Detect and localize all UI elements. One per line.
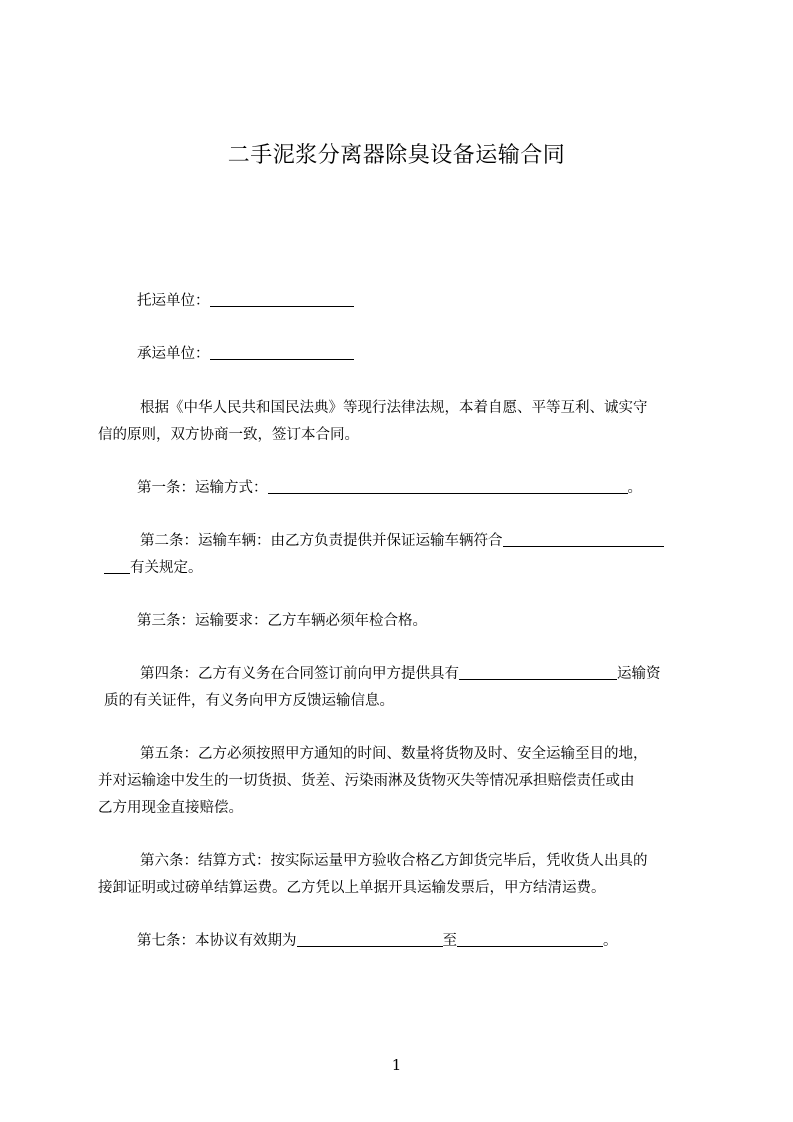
article-5-line-3: 乙方用现金直接赔偿。 [98,800,243,816]
article-7-line [137,931,618,951]
article-4-line-1 [140,664,661,684]
article-4-text-a: 第四条：乙方有义务在合同签订前向甲方提供具有 [140,666,459,682]
article-7-text: 第七条：本协议有效期为 [137,933,297,949]
article-7-blank-start [297,932,443,947]
article-1-end: 。 [627,480,642,496]
article-4-line-2: 质的有关证件，有义务向甲方反馈运输信息。 [104,693,394,709]
document-title: 二手泥浆分离器除臭设备运输合同 [227,143,566,168]
carrier-line [137,344,354,364]
article-7-end: 。 [603,933,618,949]
article-2-blank-2 [104,559,130,574]
article-1-text: 第一条：运输方式： [137,480,268,496]
article-1-line [137,478,642,498]
article-2-text: 第二条：运输车辆：由乙方负责提供并保证运输车辆符合 [140,533,503,549]
article-4-blank [459,665,617,680]
page-number: 1 [391,1056,402,1074]
article-2-blank-1 [503,532,664,547]
shipper-blank [210,292,354,307]
article-6-line-2: 接卸证明或过磅单结算运费。乙方凭以上单据开具运输发票后，甲方结清运费。 [98,880,606,896]
shipper-label: 托运单位： [137,293,210,309]
article-2-end: 有关规定。 [130,560,203,576]
article-6-line-1: 第六条：结算方式：按实际运量甲方验收合格乙方卸货完毕后，凭收货人出具的 [140,853,648,869]
article-5-line-2: 并对运输途中发生的一切货损、货差、污染雨淋及货物灭失等情况承担赔偿责任或由 [98,773,635,789]
article-2-line-1 [140,531,664,551]
shipper-line [137,291,354,311]
article-5-line-1: 第五条：乙方必须按照甲方通知的时间、数量将货物及时、安全运输至目的地， [140,746,648,762]
article-2-line-2 [104,558,203,578]
article-4-text-b: 运输资 [617,666,661,682]
article-3-line: 第三条：运输要求：乙方车辆必须年检合格。 [137,613,427,629]
article-7-to: 至 [442,933,457,949]
article-1-blank [268,479,628,494]
preamble-line-2: 信的原则，双方协商一致，签订本合同。 [98,427,359,443]
carrier-blank [210,345,354,360]
preamble-line-1: 根据《中华人民共和国民法典》等现行法律法规，本着自愿、平等互利、诚实守 [140,400,648,416]
carrier-label: 承运单位： [137,346,210,362]
article-7-blank-end [457,932,603,947]
